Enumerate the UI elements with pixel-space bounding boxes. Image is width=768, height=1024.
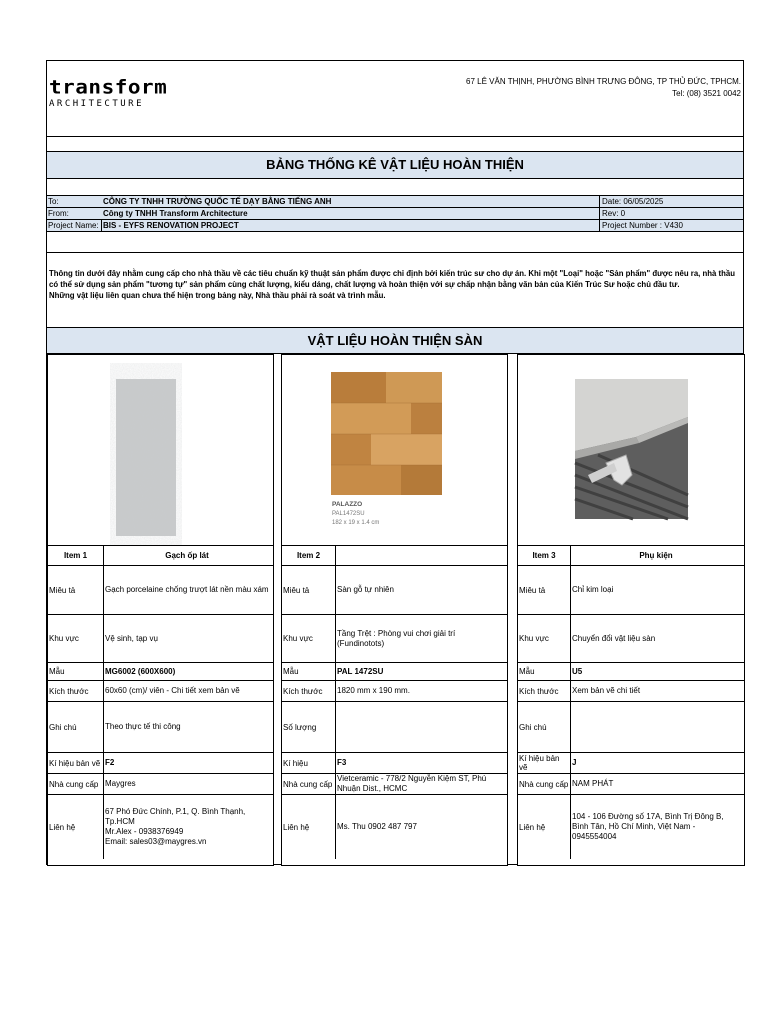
spec-label: Ghi chú bbox=[519, 722, 547, 732]
spec-row bbox=[282, 752, 507, 773]
spec-row bbox=[48, 680, 273, 701]
spec-value bbox=[337, 702, 507, 752]
spec-row bbox=[282, 701, 507, 752]
metal-profile-photo bbox=[518, 355, 744, 545]
rev-value: Rev: 0 bbox=[602, 209, 626, 218]
grey-tile-swatch bbox=[48, 355, 273, 545]
spec-row bbox=[48, 565, 273, 614]
spec-label: Mẫu bbox=[283, 667, 299, 676]
item-image-2 bbox=[282, 355, 507, 545]
company-logo: transform bbox=[49, 76, 168, 98]
item-column-2 bbox=[281, 354, 508, 866]
spec-row bbox=[48, 662, 273, 680]
spec-row bbox=[518, 752, 744, 773]
spec-label: Miêu tả bbox=[49, 585, 76, 595]
item-column-1 bbox=[47, 354, 274, 866]
spec-value: Chuyển đổi vật liệu sàn bbox=[572, 633, 656, 643]
spec-row bbox=[518, 614, 744, 662]
project-value: BIS - EYFS RENOVATION PROJECT bbox=[103, 221, 239, 230]
item-header-row bbox=[282, 545, 507, 565]
spec-row bbox=[518, 662, 744, 680]
spec-label: Liên hệ bbox=[283, 822, 310, 832]
from-label: From: bbox=[48, 209, 69, 218]
spec-label: Mẫu bbox=[519, 667, 535, 676]
info-row-project bbox=[47, 220, 743, 232]
to-label: To: bbox=[48, 197, 59, 206]
spec-value: 1820 mm x 190 mm. bbox=[337, 686, 410, 695]
spec-label: Khu vực bbox=[519, 634, 549, 643]
item-name bbox=[336, 546, 507, 565]
spec-label: Mẫu bbox=[49, 667, 65, 676]
spec-row bbox=[518, 680, 744, 701]
spec-row bbox=[282, 773, 507, 794]
spec-value: F2 bbox=[105, 758, 115, 767]
spec-value: Gạch porcelaine chống trượt lát nền màu xám bbox=[105, 585, 269, 594]
spec-value: Chỉ kim loại bbox=[572, 585, 614, 594]
spec-row bbox=[48, 614, 273, 662]
info-row-from bbox=[47, 208, 743, 220]
spec-label: Kí hiệu bản vẽ bbox=[49, 758, 101, 768]
spec-label: Ghi chú bbox=[49, 722, 77, 732]
spec-label: Kích thước bbox=[49, 686, 89, 696]
spec-label: Miêu tả bbox=[519, 585, 546, 595]
intro-text bbox=[49, 268, 739, 301]
spec-label: Kí hiệu bản vẽ bbox=[519, 754, 560, 772]
spec-row bbox=[48, 752, 273, 773]
spec-value: F3 bbox=[337, 758, 347, 767]
item-column-3 bbox=[517, 354, 745, 866]
spec-label: Liên hệ bbox=[519, 822, 546, 832]
spec-row bbox=[518, 794, 744, 859]
section-title: VẬT LIỆU HOÀN THIỆN SÀN bbox=[47, 327, 743, 354]
swatch-caption-size: 182 x 19 x 1.4 cm bbox=[332, 520, 380, 526]
spec-row bbox=[282, 614, 507, 662]
document-title: BẢNG THỐNG KÊ VẬT LIỆU HOÀN THIỆN bbox=[47, 151, 743, 179]
spec-label: Kích thước bbox=[283, 686, 323, 696]
spec-value: Tầng Trệt : Phòng vui chơi giải trí (Fundinotots) bbox=[337, 628, 456, 648]
spec-label: Nhà cung cấp bbox=[283, 779, 333, 789]
spec-label: Liên hệ bbox=[49, 822, 76, 832]
project-number: Project Number : V430 bbox=[602, 221, 683, 230]
company-logo-subtitle: ARCHITECTURE bbox=[49, 99, 145, 109]
spec-value: MG6002 (600X600) bbox=[105, 666, 176, 676]
spec-row bbox=[282, 565, 507, 614]
spec-label: Kích thước bbox=[519, 686, 559, 696]
spec-label: Nhà cung cấp bbox=[49, 779, 99, 789]
item-name: Gạch ốp lát bbox=[165, 550, 209, 560]
spec-value: PAL 1472SU bbox=[337, 666, 384, 676]
spec-row bbox=[282, 680, 507, 701]
to-value: CÔNG TY TNHH TRƯỜNG QUỐC TẾ DẠY BẰNG TIẾNG ANH bbox=[103, 197, 332, 206]
spec-value: 67 Phó Đức Chính, P.1, Q. Bình Thạnh, Tp.HCM Mr.Alex - 0938376949 Email: sales03@maygres.vn bbox=[105, 807, 246, 846]
spec-label: Khu vực bbox=[49, 634, 79, 643]
spec-label: Kí hiệu bbox=[283, 758, 308, 768]
item-header-row bbox=[48, 545, 273, 565]
project-label: Project Name: bbox=[48, 221, 99, 230]
item-name: Phụ kiện bbox=[639, 550, 673, 560]
spec-label: Nhà cung cấp bbox=[519, 779, 569, 789]
item-image-3 bbox=[518, 355, 744, 545]
spec-value: U5 bbox=[572, 666, 583, 676]
spec-value: Sàn gỗ tự nhiên bbox=[337, 585, 394, 594]
spec-row bbox=[282, 662, 507, 680]
item-number: Item 2 bbox=[296, 550, 321, 560]
item-header-row bbox=[518, 545, 744, 565]
spec-row bbox=[48, 701, 273, 752]
spec-row bbox=[518, 565, 744, 614]
spec-row bbox=[518, 773, 744, 794]
spec-value: Theo thực tế thi công bbox=[105, 722, 181, 731]
spec-value: Vietceramic - 778/2 Nguyễn Kiệm ST, Phú Nhuận Dist., HCMC bbox=[337, 774, 487, 793]
swatch-caption-code: PAL1472SU bbox=[332, 511, 365, 517]
spec-label: Khu vực bbox=[283, 634, 313, 643]
info-row-to bbox=[47, 195, 743, 208]
company-address: 67 LÊ VĂN THỊNH, PHƯỜNG BÌNH TRƯNG ĐÔNG, TP THỦ ĐỨC, TPHCM. bbox=[466, 77, 741, 86]
wood-floor-swatch bbox=[282, 355, 507, 545]
swatch-caption-title: PALAZZO bbox=[332, 501, 363, 508]
company-tel: Tel: (08) 3521 0042 bbox=[672, 89, 741, 98]
spec-row bbox=[48, 794, 273, 859]
intro-paragraph: Thông tin dưới đây nhằm cung cấp cho nhà thầu về các tiêu chuẩn kỹ thuật sản phẩm được chỉ định bởi kiến trúc sư cho dự án. Khi một "Loại" hoặc "Sản phẩm" được nêu ra, nhà thầu có thể sử dụng sản phẩm "tương tự" sản phẩm cùng chất lượng, kiểu dáng, chất lượng và hoàn thiện với sự chấp nhận bằng văn bản của Kiến Trúc Sư hoặc chủ đầu tư. bbox=[49, 269, 735, 289]
spec-row bbox=[48, 773, 273, 794]
spec-value bbox=[572, 702, 744, 752]
spec-value: Ms. Thu 0902 487 797 bbox=[337, 822, 417, 831]
spec-label: Số lượng bbox=[283, 722, 317, 732]
spec-value: Xem bản vẽ chi tiết bbox=[572, 686, 641, 695]
spec-label: Miêu tả bbox=[283, 585, 310, 595]
spec-value: 60x60 (cm)/ viên - Chi tiết xem bản vẽ bbox=[105, 686, 240, 695]
spec-row bbox=[518, 701, 744, 752]
item-number: Item 1 bbox=[63, 550, 88, 560]
spec-value: J bbox=[572, 758, 577, 767]
date-value: Date: 06/05/2025 bbox=[602, 197, 664, 206]
spec-value: Vệ sinh, tạp vụ bbox=[105, 633, 158, 643]
item-number: Item 3 bbox=[532, 550, 556, 560]
spec-value: Maygres bbox=[105, 779, 136, 788]
intro-paragraph: Những vật liệu liên quan chưa thể hiện trong bảng này, Nhà thầu phải rà soát và trình mẫu. bbox=[49, 291, 386, 300]
material-schedule-sheet bbox=[46, 60, 744, 865]
spec-value: 104 - 106 Đường số 17A, Bình Trị Đông B, Bình Tân, Hồ Chí Minh, Việt Nam - 0945554004 bbox=[572, 812, 724, 841]
spec-row bbox=[282, 794, 507, 859]
item-image-1 bbox=[48, 355, 273, 545]
from-value: Công ty TNHH Transform Architecture bbox=[103, 209, 248, 218]
spec-value: NAM PHÁT bbox=[572, 779, 614, 788]
